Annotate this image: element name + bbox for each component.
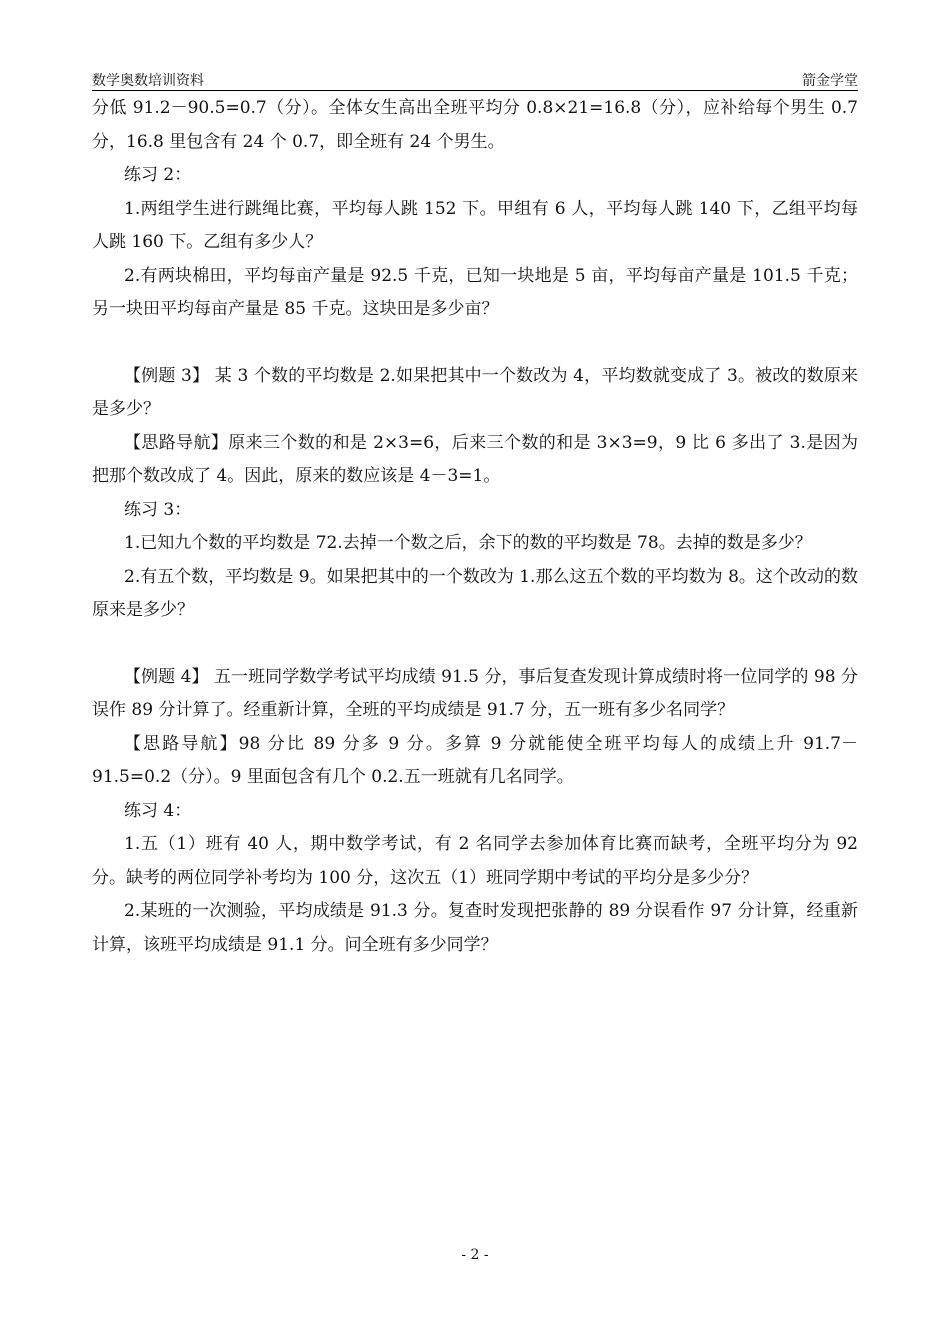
spacer: [92, 327, 858, 360]
exercise-3-heading: 练习 3：: [124, 499, 192, 520]
example-3: 【例题 3】 某 3 个数的平均数是 2.如果把其中一个数改为 4，平均数就变成了 3。被改的数原来是多少？: [92, 365, 858, 419]
exercise-3-question-1: 1.已知九个数的平均数是 72.去掉一个数之后，余下的数的平均数是 78。去掉的数是多少？: [124, 533, 812, 553]
page-header: [92, 70, 858, 91]
header-left-title: 数学奥数培训资料: [92, 73, 204, 89]
exercise-2-question-1: 1.两组学生进行跳绳比赛，平均每人跳 152 下。甲组有 6 人，平均每人跳 140 下，乙组平均每人跳 160 下。乙组有多少人？: [92, 198, 858, 252]
spacer: [92, 628, 858, 661]
example-4: 【例题 4】 五一班同学数学考试平均成绩 91.5 分，事后复查发现计算成绩时将一位同学的 98 分误作 89 分计算了。经重新计算，全班的平均成绩是 91.7 分，五一班有多少名同学？: [92, 666, 858, 720]
exercise-4-question-2: 2.某班的一次测验，平均成绩是 91.3 分。复查时发现把张静的 89 分误看作 97 分计算，经重新计算，该班平均成绩是 91.1 分。问全班有多少同学？: [92, 901, 858, 955]
exercise-2-question-2: 2.有两块棉田，平均每亩产量是 92.5 千克，已知一块地是 5 亩，平均每亩产量是 101.5 千克；另一块田平均每亩产量是 85 千克。这块田是多少亩？: [92, 265, 858, 319]
page-number: - 2 -: [461, 1247, 489, 1263]
exercise-3-question-2: 2.有五个数，平均数是 9。如果把其中的一个数改为 1.那么这五个数的平均数为 8。这个改动的数原来是多少？: [92, 566, 858, 620]
exercise-2-heading: 练习 2：: [124, 165, 192, 185]
example-3-solution: 【思路导航】原来三个数的和是 2×3=6，后来三个数的和是 3×3=9，9 比 6 多出了 3.是因为把那个数改成了 4。因此，原来的数应该是 4－3=1。: [92, 432, 858, 486]
page-content: [92, 92, 858, 962]
header-right-brand: 箭金学堂: [802, 73, 858, 89]
paragraph-continuation: 分低 91.2－90.5=0.7（分）。全体女生高出全班平均分 0.8×21=16.8（分），应补给每个男生 0.7 分，16.8 里包含有 24 个 0.7，即全班有 24 个男生。: [92, 98, 858, 152]
exercise-4-question-1: 1.五（1）班有 40 人，期中数学考试，有 2 名同学去参加体育比赛而缺考，全班平均分为 92 分。缺考的两位同学补考均为 100 分，这次五（1）班同学期中考试的平均分是多少分？: [92, 834, 858, 888]
example-4-solution: 【思路导航】98 分比 89 分多 9 分。多算 9 分就能使全班平均每人的成绩上升 91.7－91.5=0.2（分）。9 里面包含有几个 0.2.五一班就有几名同学。: [92, 733, 858, 787]
exercise-4-heading: 练习 4：: [124, 800, 192, 821]
